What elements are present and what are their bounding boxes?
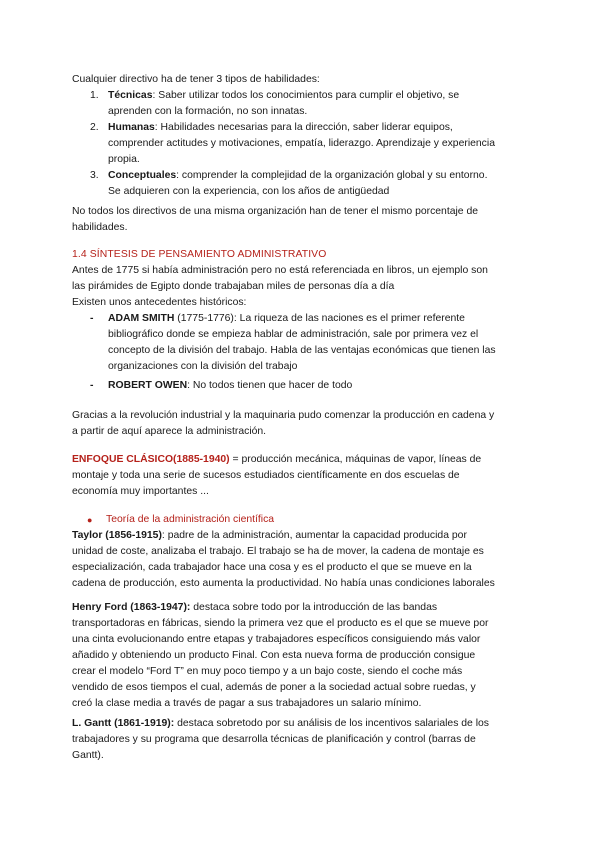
paragraph-line: a partir de aquí aparece la administración. — [72, 426, 267, 437]
paragraph-text: destaca sobretodo por su análisis de los incentivos salariales de los — [174, 718, 490, 729]
author-name: ROBERT OWEN — [108, 380, 188, 391]
list-number: 2. — [90, 122, 99, 133]
paragraph-line: Existen unos antecedentes históricos: — [72, 297, 247, 308]
smith-item — [72, 311, 524, 375]
skill-item-humanas — [72, 120, 524, 168]
paragraph-line: unidad de coste, analizaba el trabajo. El trabajo se ha de mover, la cadena de montaje es — [72, 546, 484, 557]
gantt-paragraph — [72, 716, 524, 764]
enfoque-paragraph — [72, 452, 524, 500]
paragraph-line: transportadoras en fábricas, siendo la primera vez que el producto es el que se mueve por — [72, 618, 489, 629]
paragraph-text: : padre de la administración, aumentar la capacidad producida por — [161, 530, 467, 541]
paragraph-line: especialización, cada trabajador hace una cosa y es el producto el que se mueve en la — [72, 562, 472, 573]
section-heading: 1.4 SÍNTESIS DE PENSAMIENTO ADMINISTRATIVO — [72, 249, 327, 260]
skill-text: Se adquieren con la experiencia, con los años de antigüedad — [108, 186, 390, 197]
paragraph-line: trabajadores y su programa que desarrolla técnicas de planificación y control (barras de — [72, 734, 476, 745]
skill-term: Humanas — [108, 122, 155, 133]
dash-marker: - — [90, 380, 94, 391]
paragraph-line: Gracias a la revolución industrial y la maquinaria pudo comenzar la producción en cadena y — [72, 410, 495, 421]
industrial-paragraph — [72, 408, 524, 440]
paragraph-line: cadena de producción, esto aumenta la productividad. No había unas condiciones laborales — [72, 578, 495, 589]
intro-text: Cualquier directivo ha de tener 3 tipos de habilidades: — [72, 74, 320, 85]
item-text: organizaciones con la división del trabajo — [108, 361, 298, 372]
author-name: Taylor (1856-1915) — [72, 530, 162, 541]
paragraph-line: una cinta evolucionando entre etapas y trabajadores específicos consiguiendo más valor — [72, 634, 481, 645]
owen-item — [72, 378, 524, 394]
not-all-paragraph — [72, 204, 524, 236]
item-text: concepto de la división del trabajo. Habla de las ventajas económicas que tienen las — [108, 345, 496, 356]
paragraph-line: añadido y obteniendo un producto Final. Con esta nueva forma de producción consigue — [72, 650, 476, 661]
dash-marker: - — [90, 313, 94, 324]
author-name: Henry Ford (1863-1947): — [72, 602, 191, 613]
skill-text: propia. — [108, 154, 140, 165]
subsection-heading: Teoría de la administración científica — [106, 514, 275, 525]
paragraph-line: crear el modelo “Ford T” en muy poco tiempo y a un bajo coste, siendo el coche más — [72, 666, 463, 677]
paragraph-line: economía muy importantes ... — [72, 486, 209, 497]
paragraph-line: las pirámides de Egipto donde trabajaban miles de personas día a día — [72, 281, 395, 292]
teoria-bullet-item — [72, 512, 524, 528]
author-name: L. Gantt (1861-1919): — [72, 718, 175, 729]
owen-item-wrap — [72, 378, 524, 394]
list-number: 3. — [90, 170, 99, 181]
skills-section — [72, 72, 524, 200]
item-text: bibliográfico donde se empieza hablar de administración, sale por primera vez el — [108, 329, 479, 340]
history-section — [72, 247, 524, 375]
paragraph-line: No todos los directivos de una misma organización han de tener el mismo porcentaje de — [72, 206, 479, 217]
skill-item-conceptuales — [72, 168, 524, 200]
skill-text: : comprender la complejidad de la organización global y su entorno. — [176, 170, 488, 181]
item-text: (1775-1776): La riqueza de las naciones es el primer referente — [174, 313, 465, 324]
skill-item-tecnicas — [72, 88, 524, 120]
paragraph-line: montaje y toda una serie de sucesos estudiados científicamente en dos escuelas de — [72, 470, 460, 481]
paragraph-text: = producción mecánica, máquinas de vapor, líneas de — [229, 454, 482, 465]
skill-text: : Habilidades necesarias para la dirección, saber liderar equipos, — [154, 122, 453, 133]
enfoque-label: ENFOQUE CLÁSICO(1885-1940) — [72, 454, 230, 465]
skill-text: : Saber utilizar todos los conocimientos para cumplir el objetivo, se — [152, 90, 460, 101]
skill-term: Técnicas — [108, 90, 153, 101]
paragraph-text: destaca sobre todo por la introducción de las bandas — [190, 602, 438, 613]
list-number: 1. — [90, 90, 99, 101]
skill-term: Conceptuales — [108, 170, 177, 181]
skill-text: aprenden con la formación, no son innatas. — [108, 106, 308, 117]
skill-text: comprender actitudes y motivaciones, empatía, liderazgo. Aprendizaje y experiencia — [108, 138, 495, 149]
paragraph-line: Antes de 1775 si había administración pero no está referenciada en libros, un ejemplo son — [72, 265, 488, 276]
paragraph-line: creó la clase media a través de pagar a sus trabajadores un salario mínimo. — [72, 698, 422, 709]
ford-paragraph — [72, 600, 524, 712]
paragraph-line: vendido de esos tiempos el cual, además de poner a la sociedad actual sobre ruedas, y — [72, 682, 476, 693]
item-text: : No todos tienen que hacer de todo — [187, 380, 353, 391]
author-name: ADAM SMITH — [108, 313, 175, 324]
paragraph-line: habilidades. — [72, 222, 128, 233]
taylor-section — [72, 512, 524, 592]
bullet-icon: ● — [87, 515, 93, 525]
paragraph-line: Gantt). — [72, 750, 104, 761]
